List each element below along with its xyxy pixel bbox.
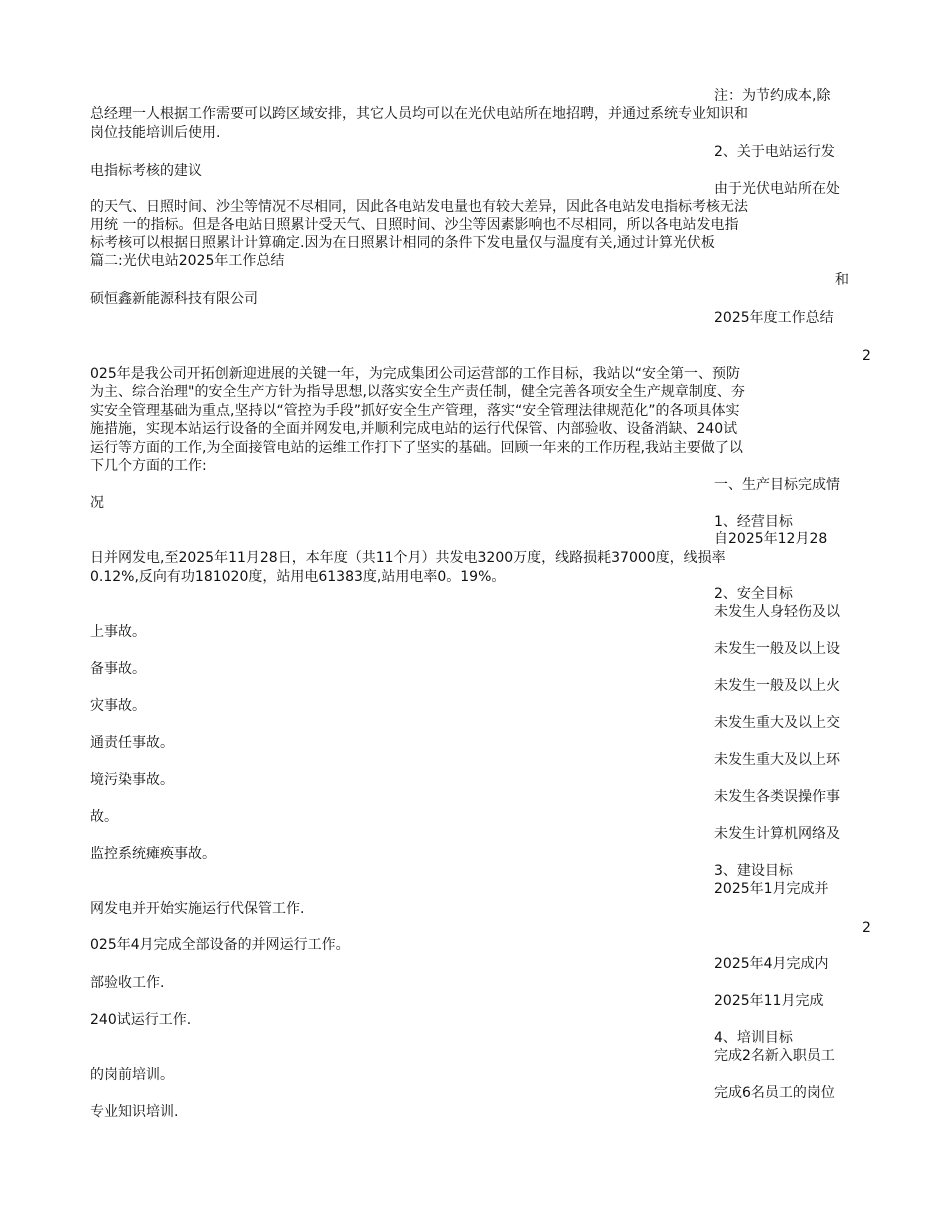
text-line: 境污染事故。 xyxy=(90,772,174,788)
text-line: 未发生一般及以上火 xyxy=(714,678,840,694)
text-line: 2025年11月完成 xyxy=(714,993,824,1009)
text-line: 未发生一般及以上设 xyxy=(714,641,840,657)
section-heading: 电指标考核的建议 xyxy=(90,163,202,179)
text-line: 实安全管理基础为重点,坚持以“管控为手段”抓好安全生产管理，落实“安全管理法律规范化”的各项具体实 xyxy=(90,403,740,419)
section-heading: 2、关于电站运行发 xyxy=(714,144,835,160)
text-line: 专业知识培训. xyxy=(90,1104,179,1120)
subsection-heading: 4、培训目标 xyxy=(714,1030,793,1046)
text-line: 下几个方面的工作: xyxy=(90,458,207,474)
text-line: 240试运行工作. xyxy=(90,1012,192,1028)
subsection-heading: 3、建设目标 xyxy=(714,863,793,879)
text-line: 自2025年12月28 xyxy=(714,531,828,547)
text-line: 网发电并开始实施运行代保管工作. xyxy=(90,901,305,917)
text-line: 由于光伏电站所在处 xyxy=(714,181,840,197)
text-line: 025年4月完成全部设备的并网运行工作。 xyxy=(90,937,350,953)
section-heading: 一、生产目标完成情 xyxy=(714,477,840,493)
report-title: 2025年度工作总结 xyxy=(714,310,834,326)
text-line: 通责任事故。 xyxy=(90,735,174,751)
text-line: 未发生重大及以上环 xyxy=(714,752,840,768)
text-line: 完成2名新入职员工 xyxy=(714,1048,835,1064)
text-line: 2 xyxy=(862,348,871,364)
text-line: 用统 一的指标。但是各电站日照累计受天气、日照时间、沙尘等因素影响也不尽相同，所以各电站发电指 xyxy=(90,217,739,233)
text-line: 运行等方面的工作,为全面接管电站的运维工作打下了坚实的基础。回顾一年来的工作历程,我站主要做了以 xyxy=(90,440,743,456)
text-line: 注：为节约成本,除 xyxy=(714,88,831,104)
text-line: 的岗前培训。 xyxy=(90,1067,174,1083)
text-line: 025年是我公司开拓创新迎进展的关键一年，为完成集团公司运营部的工作目标，我站以“安全第一、预防 xyxy=(90,366,740,382)
subsection-heading: 2、安全目标 xyxy=(714,586,793,602)
subsection-heading: 1、经营目标 xyxy=(714,514,793,530)
text-line: 未发生计算机网络及 xyxy=(714,826,840,842)
section-heading: 况 xyxy=(90,495,104,511)
text-line: 和 xyxy=(835,272,849,288)
text-line: 2 xyxy=(862,920,871,936)
text-line: 岗位技能培训后使用. xyxy=(90,125,221,141)
text-line: 灾事故。 xyxy=(90,698,146,714)
text-line: 标考核可以根据日照累计计算确定.因为在日照累计相同的条件下发电量仅与温度有关,通过计算光伏板 xyxy=(90,235,715,251)
text-line: 未发生各类误操作事 xyxy=(714,789,840,805)
text-line: 部验收工作. xyxy=(90,975,165,991)
text-line: 监控系统瘫痪事故。 xyxy=(90,846,216,862)
text-line: 为主、综合治理"的安全生产方针为指导思想,以落实安全生产责任制，健全完善各项安全生产规章制度、夯 xyxy=(90,384,745,400)
text-line: 0.12%,反向有功181020度，站用电61383度,站用电率0。19%。 xyxy=(90,569,506,585)
text-line: 未发生人身轻伤及以 xyxy=(714,604,840,620)
text-line: 施措施，实现本站运行设备的全面并网发电,并顺利完成电站的运行代保管、内部验收、设备消缺、240试 xyxy=(90,421,738,437)
company-name: 硕恒鑫新能源科技有限公司 xyxy=(90,291,258,307)
text-line: 总经理一人根据工作需要可以跨区域安排，其它人员均可以在光伏电站所在地招聘，并通过系统专业知识和 xyxy=(90,106,748,122)
text-line: 未发生重大及以上交 xyxy=(714,715,840,731)
text-line: 日并网发电,至2025年11月28日，本年度（共11个月）共发电3200万度，线路损耗37000度，线损率 xyxy=(90,550,726,566)
text-line: 上事故。 xyxy=(90,624,146,640)
article-title: 篇二:光伏电站2025年工作总结 xyxy=(90,253,285,269)
text-line: 备事故。 xyxy=(90,661,146,677)
text-line: 2025年1月完成并 xyxy=(714,881,829,897)
text-line: 完成6名员工的岗位 xyxy=(714,1085,835,1101)
text-line: 故。 xyxy=(90,809,118,825)
text-line: 2025年4月完成内 xyxy=(714,956,829,972)
text-line: 的天气、日照时间、沙尘等情况不尽相同，因此各电站发电量也有较大差异，因此各电站发电指标考核无法 xyxy=(90,199,748,215)
